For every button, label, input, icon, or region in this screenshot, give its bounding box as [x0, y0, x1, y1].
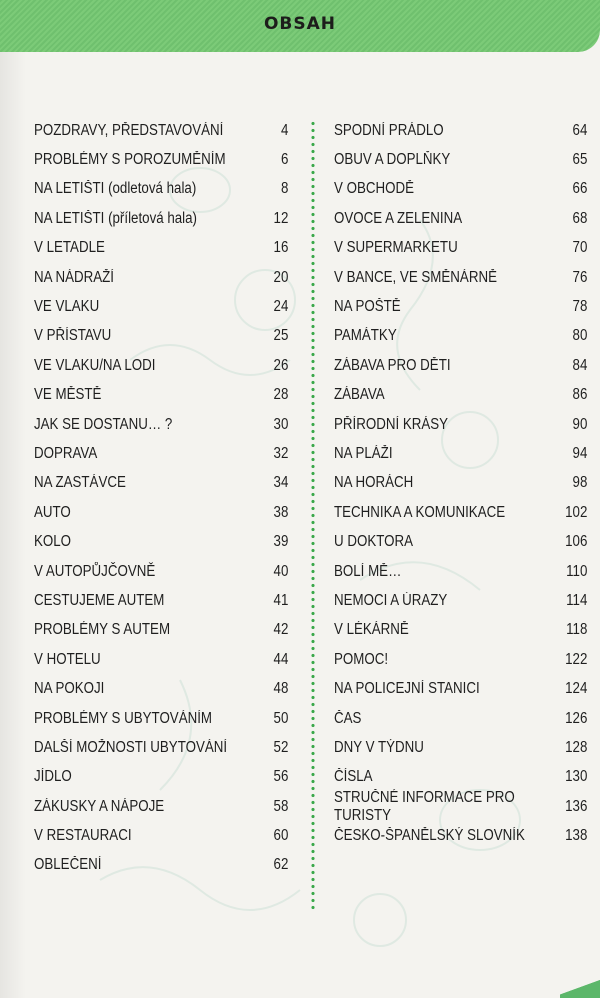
toc-entry[interactable]	[334, 439, 587, 468]
toc-entry-page: 8	[280, 180, 289, 198]
toc-entry-page: 40	[273, 562, 289, 580]
toc-entry-label: NA POLICEJNÍ STANICI	[334, 680, 480, 698]
toc-entry[interactable]	[34, 322, 288, 351]
toc-entry-page: 66	[572, 180, 588, 198]
toc-entry[interactable]	[34, 410, 288, 439]
toc-entry[interactable]	[34, 792, 288, 821]
toc-entry-page: 102	[565, 503, 588, 521]
toc-entry[interactable]	[334, 234, 587, 263]
toc-entry-page: 64	[572, 121, 588, 139]
toc-entry[interactable]	[34, 616, 288, 645]
toc-entry-label: PAMÁTKY	[334, 327, 397, 345]
toc-entry-page: 24	[273, 298, 289, 316]
toc-entry-page: 12	[273, 209, 289, 227]
toc-entry-page: 80	[572, 327, 588, 345]
toc-entry[interactable]	[334, 145, 587, 174]
toc-entry-page: 86	[572, 386, 588, 404]
toc-entry-label: JAK SE DOSTANU… ?	[34, 415, 173, 433]
toc-entry-label: ČÍSLA	[334, 768, 373, 786]
toc-entry[interactable]	[334, 763, 587, 792]
toc-entry-label: NA POŠTĚ	[334, 298, 401, 316]
toc-entry-page: 42	[273, 621, 289, 639]
toc-entry-label: ZÁKUSKY A NÁPOJE	[34, 797, 165, 815]
toc-entry-label: ZÁBAVA PRO DĚTI	[334, 356, 451, 374]
toc-entry-page: 48	[273, 680, 289, 698]
toc-entry[interactable]	[34, 821, 288, 850]
toc-entry-label: ČESKO-ŠPANĚLSKÝ SLOVNÍK	[334, 827, 525, 845]
toc-entry-page: 44	[273, 650, 289, 668]
toc-entry-page: 130	[565, 768, 588, 786]
toc-entry-label: PROBLÉMY S UBYTOVÁNÍM	[34, 709, 213, 727]
toc-entry-page: 118	[566, 621, 588, 639]
toc-entry-page: 30	[273, 415, 289, 433]
toc-entry-label: OVOCE A ZELENINA	[334, 209, 463, 227]
toc-entry-page: 65	[572, 151, 588, 169]
toc-entry-label: POZDRAVY, PŘEDSTAVOVÁNÍ	[34, 121, 224, 139]
toc-entry[interactable]	[334, 557, 587, 586]
toc-entry-page: 20	[273, 268, 289, 286]
toc-entry[interactable]	[334, 204, 587, 233]
toc-entry[interactable]	[34, 733, 288, 762]
toc-entry[interactable]	[34, 763, 288, 792]
toc-entry-label: V LÉKÁRNĚ	[334, 621, 409, 639]
toc-entry-label: V SUPERMARKETU	[334, 239, 458, 257]
toc-entry-page: 58	[273, 797, 289, 815]
toc-entry-page: 136	[565, 797, 588, 815]
toc-entry[interactable]	[334, 381, 587, 410]
toc-entry-label: NA NÁDRAŽÍ	[34, 268, 114, 286]
toc-entry-label: V LETADLE	[34, 239, 105, 257]
toc-entry-page: 41	[273, 591, 289, 609]
toc-entry[interactable]	[334, 645, 587, 674]
toc-entry[interactable]	[34, 527, 288, 556]
toc-entry-label: DALŠÍ MOŽNOSTI UBYTOVÁNÍ	[34, 738, 228, 756]
toc-entry-page: 84	[572, 356, 588, 374]
toc-entry-label: V BANCE, VE SMĚNÁRNĚ	[334, 268, 497, 286]
toc-entry[interactable]	[334, 469, 587, 498]
toc-entry-page: 76	[572, 268, 588, 286]
toc-entry[interactable]	[34, 381, 288, 410]
toc-entry-label: PROBLÉMY S AUTEM	[34, 621, 171, 639]
toc-entry-label: U DOKTORA	[334, 533, 414, 551]
toc-entry[interactable]	[34, 469, 288, 498]
toc-entry-label: VE VLAKU/NA LODI	[34, 356, 156, 374]
toc-entry[interactable]	[334, 733, 587, 762]
toc-entry[interactable]	[34, 704, 288, 733]
toc-entry[interactable]	[334, 263, 587, 292]
page-title: OBSAH	[263, 14, 337, 34]
page-corner	[560, 976, 600, 998]
toc-entry-label: NA LETIŠTI (příletová hala)	[34, 209, 197, 227]
toc-entry[interactable]	[334, 498, 587, 527]
toc-entry-label: NA POKOJI	[34, 680, 105, 698]
toc-entry[interactable]	[34, 674, 288, 703]
toc-entry-label: DNY V TÝDNU	[334, 738, 424, 756]
toc-entry[interactable]	[34, 439, 288, 468]
toc-entry-page: 38	[273, 503, 289, 521]
toc-entry-label: TECHNIKA A KOMUNIKACE	[334, 503, 506, 521]
toc-right-column	[334, 116, 588, 851]
toc-entry-label: V AUTOPŮJČOVNĚ	[34, 562, 156, 580]
toc-entry-label: OBLEČENÍ	[34, 856, 102, 874]
toc-entry-page: 16	[273, 239, 289, 257]
toc-entry-label: NA HORÁCH	[334, 474, 414, 492]
toc-entry[interactable]	[334, 616, 587, 645]
toc-entry-page: 78	[572, 298, 588, 316]
toc-entry-label: KOLO	[34, 533, 72, 551]
toc-entry-label: OBUV A DOPLŇKY	[334, 151, 451, 169]
toc-entry-page: 39	[273, 533, 289, 551]
toc-entry-label: V RESTAURACI	[34, 827, 132, 845]
toc-entry-label: NEMOCI A ÚRAZY	[334, 591, 448, 609]
toc-entry[interactable]	[34, 175, 288, 204]
toc-entry[interactable]	[34, 557, 288, 586]
toc-entry-label: ČAS	[334, 709, 362, 727]
dotted-divider	[311, 120, 315, 912]
toc-entry-page: 122	[565, 650, 588, 668]
toc-entry[interactable]	[334, 410, 587, 439]
toc-entry[interactable]	[34, 351, 288, 380]
toc-entry-page: 114	[566, 591, 588, 609]
toc-entry[interactable]	[334, 116, 587, 145]
toc-entry[interactable]	[334, 351, 587, 380]
toc-entry-label: V OBCHODĚ	[334, 180, 414, 198]
toc-entry-page: 94	[572, 444, 588, 462]
toc-entry-page: 128	[565, 738, 588, 756]
toc-entry-label: NA PLÁŽI	[334, 444, 393, 462]
toc-entry[interactable]	[334, 704, 587, 733]
toc-entry-label: PŘÍRODNÍ KRÁSY	[334, 415, 449, 433]
toc-entry-label: V HOTELU	[34, 650, 101, 668]
toc-entry-page: 28	[273, 386, 289, 404]
toc-entry-page: 34	[273, 474, 289, 492]
toc-entry[interactable]	[334, 527, 587, 556]
toc-entry-label: CESTUJEME AUTEM	[34, 591, 165, 609]
toc-entry[interactable]	[34, 263, 288, 292]
toc-entry-page: 68	[572, 209, 588, 227]
toc-entry-page: 124	[565, 680, 588, 698]
toc-entry-label: STRUČNÉ INFORMACE PRO TURISTY	[334, 788, 515, 824]
toc-entry[interactable]	[334, 175, 587, 204]
toc-entry[interactable]	[34, 851, 288, 880]
toc-entry-label: DOPRAVA	[34, 444, 98, 462]
toc-entry-label: JÍDLO	[34, 768, 72, 786]
toc-entry-label: AUTO	[34, 503, 71, 521]
toc-entry-label: V PŘÍSTAVU	[34, 327, 112, 345]
toc-entry-page: 32	[273, 444, 289, 462]
toc-entry-page: 26	[273, 356, 289, 374]
toc-entry-label: PROBLÉMY S POROZUMĚNÍM	[34, 151, 226, 169]
toc-entry[interactable]	[34, 498, 288, 527]
toc-entry-page: 56	[273, 768, 289, 786]
toc-entry-page: 50	[273, 709, 289, 727]
toc-entry-page: 6	[280, 151, 289, 169]
toc-entry-label: SPODNÍ PRÁDLO	[334, 121, 444, 139]
toc-entry-label: POMOC!	[334, 650, 389, 668]
toc-entry[interactable]	[334, 788, 588, 824]
toc-entry[interactable]	[34, 586, 288, 615]
toc-entry-page: 25	[273, 327, 289, 345]
toc-entry-page: 106	[565, 533, 588, 551]
toc-entry[interactable]	[34, 116, 288, 145]
toc-entry-page: 98	[572, 474, 588, 492]
toc-entry[interactable]	[34, 204, 288, 233]
toc-left-column	[34, 116, 289, 880]
toc-entry[interactable]	[334, 586, 587, 615]
toc-entry[interactable]	[34, 292, 288, 321]
toc-entry-label: ZÁBAVA	[334, 386, 385, 404]
toc-entry-page: 138	[565, 827, 588, 845]
toc-entry[interactable]	[334, 322, 587, 351]
toc-entry[interactable]	[34, 645, 288, 674]
toc-entry[interactable]	[334, 674, 587, 703]
toc-entry[interactable]	[34, 234, 288, 263]
header-bar	[0, 0, 600, 52]
toc-entry-page: 62	[273, 856, 289, 874]
toc-entry-label: VE VLAKU	[34, 298, 100, 316]
toc-entry-page: 52	[273, 738, 289, 756]
toc-entry-label: NA ZASTÁVCE	[34, 474, 126, 492]
toc-entry[interactable]	[34, 145, 288, 174]
toc-entry-page: 4	[280, 121, 289, 139]
toc-entry-label: VE MĚSTĚ	[34, 386, 102, 404]
toc-entry[interactable]	[334, 821, 587, 850]
toc-entry-label: NA LETIŠTI (odletová hala)	[34, 180, 197, 198]
toc-entry-page: 126	[565, 709, 588, 727]
toc-entry-page: 60	[273, 827, 289, 845]
toc-entry-page: 70	[572, 239, 588, 257]
toc-entry-label: BOLÍ MĚ…	[334, 562, 402, 580]
toc-entry[interactable]	[334, 292, 587, 321]
toc-entry-page: 110	[566, 562, 588, 580]
toc-entry-page: 90	[572, 415, 588, 433]
